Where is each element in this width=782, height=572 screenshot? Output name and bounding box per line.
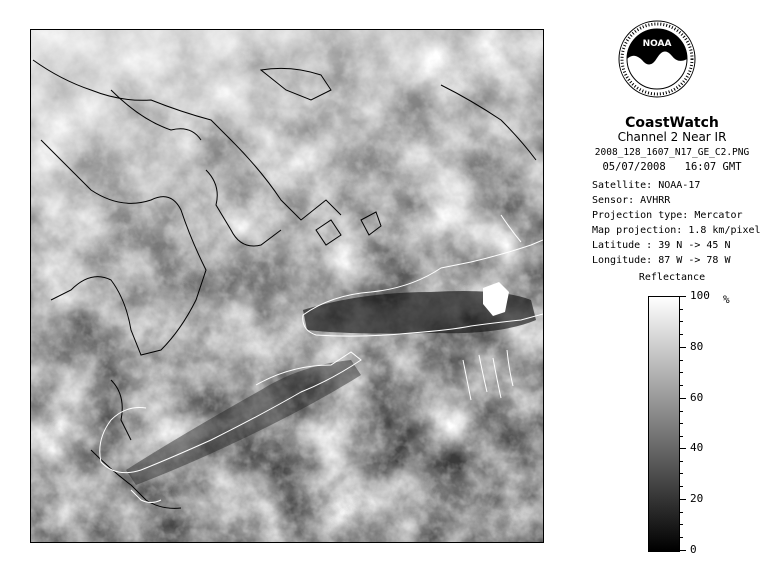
colorbar-tick-label: 0 [690, 543, 697, 556]
colorbar-minor-tick [680, 461, 683, 462]
colorbar-tick [680, 347, 686, 348]
colorbar-minor-tick [680, 512, 683, 513]
colorbar-tick [680, 296, 686, 297]
product-subtitle: Channel 2 Near IR [617, 130, 727, 144]
colorbar-tick [680, 499, 686, 500]
legend-title: Reflectance [638, 272, 706, 283]
meta-map-projection: Map projection: 1.8 km/pixel [592, 225, 761, 236]
colorbar-minor-tick [680, 360, 683, 361]
colorbar-minor-tick [680, 411, 683, 412]
product-datetime: 05/07/2008 16:07 GMT [602, 161, 742, 173]
colorbar-minor-tick [680, 321, 683, 322]
colorbar-tick-label: 40 [690, 441, 704, 454]
meta-latitude: Latitude : 39 N -> 45 N [592, 240, 731, 251]
svg-text:NOAA: NOAA [642, 39, 672, 49]
colorbar-minor-tick [680, 372, 683, 373]
colorbar-minor-tick [680, 385, 683, 386]
colorbar-tick-label: 60 [690, 391, 704, 404]
colorbar-tick [680, 550, 686, 551]
map-svg [31, 30, 543, 542]
colorbar-minor-tick [680, 524, 683, 525]
meta-longitude: Longitude: 87 W -> 78 W [592, 255, 731, 266]
colorbar-tick [680, 448, 686, 449]
colorbar-minor-tick [680, 334, 683, 335]
colorbar-tick [680, 398, 686, 399]
colorbar-tick-label: 80 [690, 340, 704, 353]
colorbar-minor-tick [680, 537, 683, 538]
reflectance-colorbar [648, 296, 680, 552]
product-filename: 2008_128_1607_N17_GE_C2.PNG [594, 147, 750, 158]
colorbar-minor-tick [680, 309, 683, 310]
colorbar-tick-label: 20 [690, 492, 704, 505]
colorbar-minor-tick [680, 486, 683, 487]
meta-satellite: Satellite: NOAA-17 [592, 180, 701, 191]
legend-unit: % [723, 293, 730, 306]
product-title: CoastWatch [625, 115, 719, 131]
colorbar-minor-tick [680, 423, 683, 424]
meta-projection-type: Projection type: Mercator [592, 210, 743, 221]
noaa-seal-icon [618, 20, 696, 98]
colorbar-minor-tick [680, 436, 683, 437]
colorbar-minor-tick [680, 473, 683, 474]
satellite-image [30, 29, 544, 543]
meta-sensor: Sensor: AVHRR [592, 195, 671, 206]
colorbar-tick-label: 100 [690, 289, 710, 302]
